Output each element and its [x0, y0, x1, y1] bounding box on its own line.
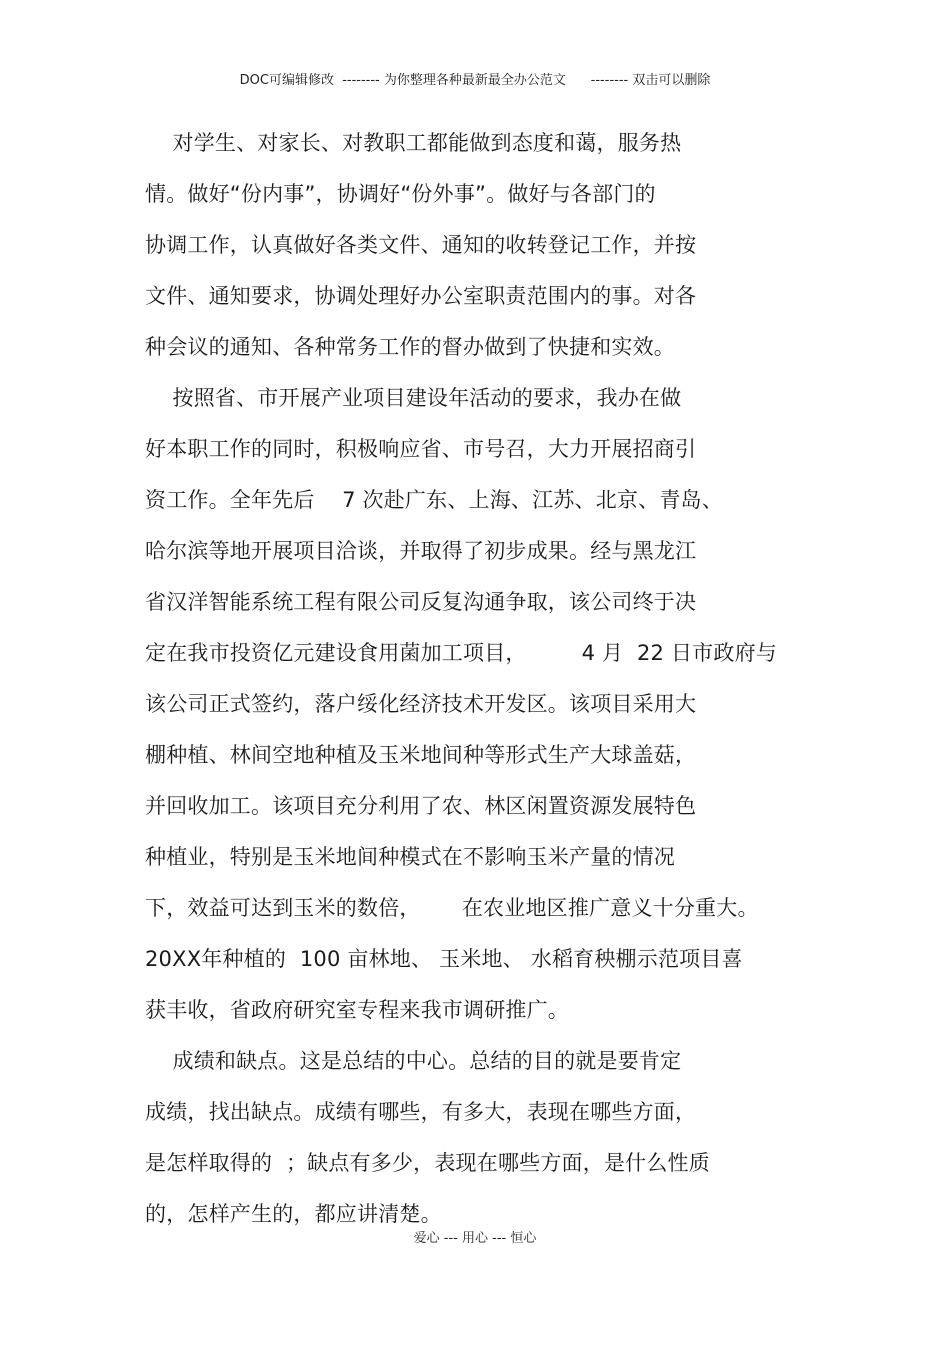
text-line: 获丰收，省政府研究室专程来我市调研推广。 — [145, 998, 569, 1022]
text-line: 种植业，特别是玉米地间种模式在不影响玉米产量的情况 — [145, 845, 675, 869]
text-line: 按照省、市开展产业项目建设年活动的要求，我办在做 — [145, 386, 682, 410]
text-line: 的，怎样产生的，都应讲清楚。 — [145, 1202, 442, 1226]
page-header: DOC可编辑修改 -------- 为你整理各种最新最全办公范文 -------- 双击可以删除 — [239, 73, 711, 88]
text-line: 该公司正式签约，落户绥化经济技术开发区。该项目采用大 — [145, 692, 697, 716]
text-line: 并回收加工。该项目充分利用了农、林区闲置资源发展特色 — [145, 794, 697, 818]
text-line: 下，效益可达到玉米的数倍， 在农业地区推广意义十分重大。 — [145, 896, 759, 920]
text-line: 对学生、对家长、对教职工都能做到态度和蔼，服务热 — [145, 131, 682, 155]
paragraph-service — [145, 118, 805, 373]
text-line: 棚种植、林间空地种植及玉米地间种等形式生产大球盖菇， — [145, 743, 697, 767]
text-line: 定在我市投资亿元建设食用菌加工项目， 4 月 22 日市政府与 — [145, 641, 777, 665]
text-line: 协调工作，认真做好各类文件、通知的收转登记工作，并按 — [145, 233, 697, 257]
text-line: 成绩，找出缺点。成绩有哪些，有多大，表现在哪些方面， — [145, 1100, 697, 1124]
paragraph-summary — [145, 1036, 805, 1240]
text-line: 好本职工作的同时，积极响应省、市号召，大力开展招商引 — [145, 437, 697, 461]
text-line: 成绩和缺点。这是总结的中心。总结的目的就是要肯定 — [145, 1049, 682, 1073]
document-body — [145, 118, 805, 1240]
text-line: 哈尔滨等地开展项目洽谈，并取得了初步成果。经与黑龙江 — [145, 539, 697, 563]
page-footer: 爱心 --- 用心 --- 恒心 — [413, 1231, 537, 1246]
text-line: 省汉洋智能系统工程有限公司反复沟通争取，该公司终于决 — [145, 590, 697, 614]
paragraph-investment — [145, 373, 805, 1036]
text-line: 文件、通知要求，协调处理好办公室职责范围内的事。对各 — [145, 284, 697, 308]
text-line: 20XX年种植的 100 亩林地、 玉米地、 水稻育秧棚示范项目喜 — [145, 947, 743, 971]
text-line: 资工作。全年先后 7 次赴广东、上海、江苏、北京、青岛、 — [145, 488, 723, 512]
text-line: 情。做好“份内事”，协调好“份外事”。做好与各部门的 — [145, 182, 656, 206]
text-line: 是怎样取得的 ；缺点有多少，表现在哪些方面，是什么性质 — [145, 1151, 710, 1175]
text-line: 种会议的通知、各种常务工作的督办做到了快捷和实效。 — [145, 335, 675, 359]
